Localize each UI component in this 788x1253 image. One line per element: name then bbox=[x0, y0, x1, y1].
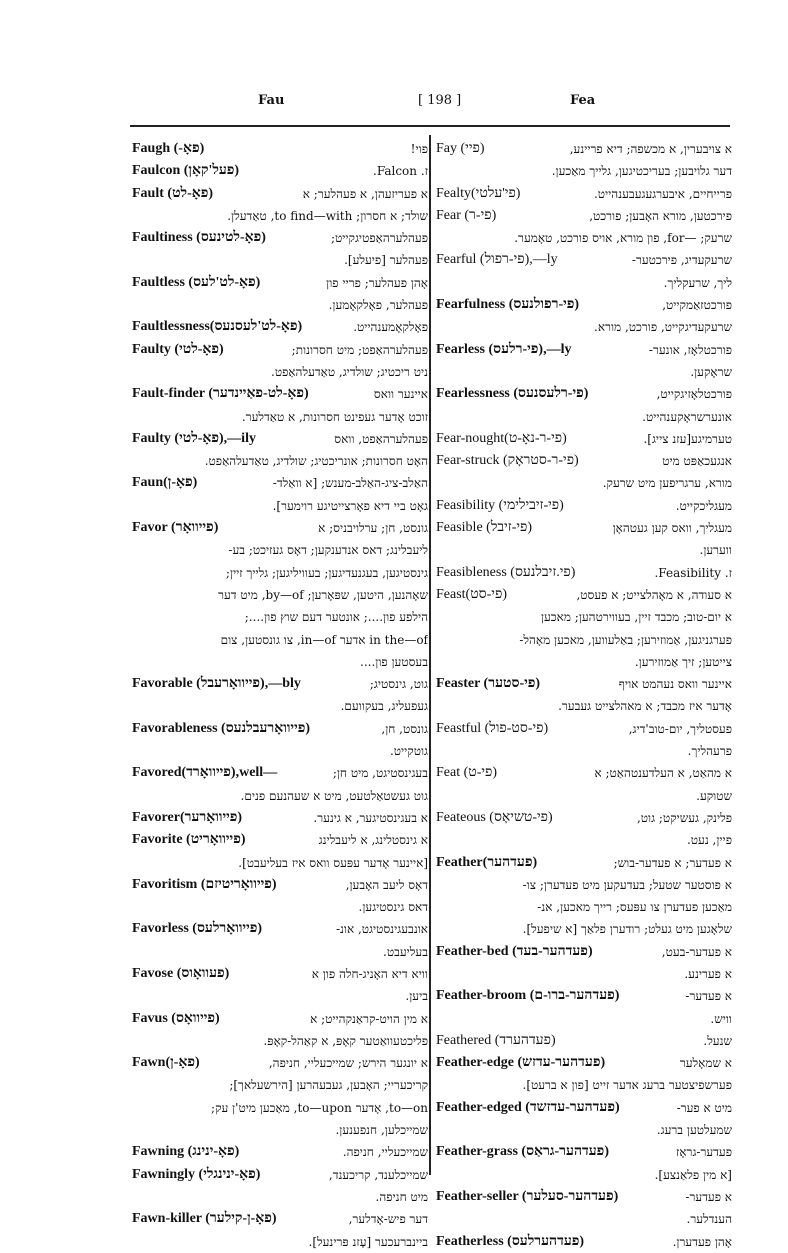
headword: Faultlessness(פאָ-לט'לעסנעס) bbox=[132, 319, 303, 335]
continuation-line bbox=[132, 1030, 428, 1052]
continuation-line bbox=[436, 740, 732, 762]
definition: ז. Falcon. bbox=[373, 164, 428, 179]
definition-continuation: קריכעריי; האָבען, געבעהרען [הירשעלאך]; bbox=[229, 1078, 428, 1093]
definition: שנעל. bbox=[703, 1033, 732, 1048]
definition-continuation: מאַכען פעדערן צו עפּעס; רייך מאכען, אנ- bbox=[537, 900, 732, 915]
definition: פורכטזאַמקייט, bbox=[662, 298, 732, 313]
definition-continuation: אָדער איז מכבד; א מאהלצייט געבער. bbox=[558, 699, 732, 714]
entry-line bbox=[436, 562, 732, 584]
continuation-line bbox=[436, 695, 732, 717]
definition-continuation: הילפע פון....; אונטער דעם שוץ פון....; bbox=[244, 610, 428, 625]
definition-continuation: שראָקען. bbox=[690, 364, 732, 379]
entry-line bbox=[132, 829, 428, 851]
definition-continuation: וויש. bbox=[710, 1011, 732, 1026]
entry-line bbox=[132, 517, 428, 539]
continuation-line bbox=[436, 785, 732, 807]
entry-line bbox=[132, 472, 428, 494]
headword: Feather-grass (פעדהער-גראַס) bbox=[436, 1144, 609, 1160]
headword: Fay (פיי) bbox=[436, 141, 485, 156]
entry-line bbox=[132, 1008, 428, 1030]
definition-continuation: שטוקע. bbox=[696, 788, 732, 803]
entry-line bbox=[436, 1141, 732, 1163]
definition: א מהאַט, א העלדענטהאַט; א bbox=[594, 766, 732, 781]
definition-continuation: שמייכלען, חנפענען. bbox=[335, 1123, 428, 1138]
entry-line bbox=[436, 517, 732, 539]
headword: Fawn(פאָ-ן) bbox=[132, 1055, 200, 1071]
definition: פעהלערהאַפט, וואס bbox=[334, 431, 428, 446]
definition-continuation: בעליעבט. bbox=[383, 944, 428, 959]
continuation-line bbox=[132, 1074, 428, 1096]
entry-line bbox=[132, 1052, 428, 1074]
continuation-line bbox=[436, 539, 732, 561]
headword: Feasible (פי-זיבל) bbox=[436, 520, 533, 536]
entry-line bbox=[132, 1208, 428, 1230]
headword: Fawning (פאָ-ינינג) bbox=[132, 1144, 240, 1160]
headword: Feather(פעדהער) bbox=[436, 854, 538, 870]
headword: Favored(פייוואָרד),well— bbox=[132, 765, 278, 781]
definition-continuation: פעהלער [פיעלע]. bbox=[344, 253, 428, 268]
entry-line bbox=[132, 874, 428, 896]
entry-line bbox=[132, 428, 428, 450]
page-number: [ 198 ] bbox=[418, 93, 462, 108]
entry-line bbox=[132, 138, 428, 160]
continuation-line bbox=[132, 1119, 428, 1141]
entry-line bbox=[436, 852, 732, 874]
headword: Fearless (פי-רלעס),—ly bbox=[436, 341, 572, 357]
headword: Fearfulness (פי-רפולנעס) bbox=[436, 297, 580, 313]
headword: Favus (פייוואָס) bbox=[132, 1010, 220, 1026]
entry-line bbox=[132, 673, 428, 695]
definition: גונסט, חן, bbox=[381, 721, 428, 736]
continuation-line bbox=[436, 629, 732, 651]
entry-line bbox=[132, 963, 428, 985]
continuation-line bbox=[436, 472, 732, 494]
definition-continuation: ווערען. bbox=[699, 543, 732, 558]
continuation-line bbox=[436, 896, 732, 918]
definition: טערמיגע[עזנ צייג]. bbox=[643, 431, 732, 446]
headword: Faulty (פאָ-לטי),—ily bbox=[132, 430, 256, 446]
continuation-line bbox=[132, 294, 428, 316]
headword: Feast(פי-סט) bbox=[436, 586, 507, 602]
definition: איינער וואס bbox=[373, 387, 428, 402]
headword: Faulty (פאָ-לטי) bbox=[132, 341, 224, 357]
continuation-line bbox=[132, 450, 428, 472]
entry-line bbox=[436, 294, 732, 316]
entry-line bbox=[436, 807, 732, 829]
definition-continuation: א יום-טוב; מכבד זיין, בעווירטהען; מאכען bbox=[540, 610, 732, 625]
definition-continuation: ליעבלינג; דאס אנדענקען; דאָס געזיכט; בע- bbox=[228, 543, 428, 558]
continuation-line bbox=[436, 160, 732, 182]
entry-line bbox=[436, 495, 732, 517]
headword: Favoritism (פייוואָריטיזם) bbox=[132, 876, 277, 892]
continuation-line bbox=[436, 963, 732, 985]
entry-line bbox=[436, 138, 732, 160]
definition-continuation: to—on, אָדער to—upon, מאַכען מיט'ן עק; bbox=[211, 1100, 428, 1115]
definition: אונבעגינסטיגט, אונ- bbox=[335, 922, 428, 937]
definition: א בעגינסטיגער, א גינער. bbox=[313, 810, 428, 825]
continuation-line bbox=[132, 985, 428, 1007]
definition: אנגעכאַפּט מיט bbox=[662, 454, 732, 469]
headword: Feather-broom (פעדהער-ברו-ם) bbox=[436, 988, 620, 1004]
continuation-line bbox=[436, 1208, 732, 1230]
definition: פורכטלאָז, אונער- bbox=[648, 342, 732, 357]
headword: Faultless (פאָ-לט'לעס) bbox=[132, 274, 261, 290]
headword: Feaster (פי-סטער) bbox=[436, 676, 541, 692]
definition: פרייחיים, איבערגעגעבענהייט. bbox=[593, 186, 732, 201]
headword: Featherless (פעדהערלעס) bbox=[436, 1233, 585, 1249]
headword: Faultiness (פאָ-לטינעס) bbox=[132, 230, 266, 246]
definition: בעגינסטיגט, מיט חן; bbox=[332, 766, 428, 781]
continuation-line bbox=[436, 829, 732, 851]
continuation-line bbox=[132, 695, 428, 717]
guide-word-left: Fau bbox=[258, 93, 285, 108]
definition: אָהן פעהלער; פריי פון bbox=[326, 275, 428, 290]
definition-continuation: דאס גינסטיגען. bbox=[358, 900, 428, 915]
definition-continuation: זוכט אָדער געפינט חסרונות, א טאַדלער. bbox=[241, 409, 428, 424]
definition: פירכטען, מורא האָבען; פורכט, bbox=[589, 208, 732, 223]
entry-line bbox=[436, 1030, 732, 1052]
entry-line bbox=[436, 673, 732, 695]
entry-line bbox=[132, 1164, 428, 1186]
definition-continuation: האָט חסרונות; אונריכטיג; שולדיג, טאַדעלהאַפט. bbox=[204, 454, 428, 469]
guide-word-right: Fea bbox=[570, 93, 596, 108]
headword: Favorless (פייוואָרלעס) bbox=[132, 921, 263, 937]
headword: Favor (פייוואָר) bbox=[132, 520, 219, 536]
headword: Fawningly (פאָ-ינינגלי) bbox=[132, 1166, 261, 1182]
entry-line bbox=[436, 985, 732, 1007]
continuation-line bbox=[436, 918, 732, 940]
headword: Fear (פי-ר) bbox=[436, 207, 497, 223]
entry-line bbox=[436, 205, 732, 227]
definition-continuation: שולד; א חסרון; to find—with, טאַדעלן. bbox=[227, 208, 428, 223]
headword: Feastful (פי-סט-פול) bbox=[436, 720, 549, 736]
definition-continuation: אונערשראָקענהייט. bbox=[642, 409, 732, 424]
entry-line bbox=[132, 1141, 428, 1163]
continuation-line bbox=[132, 539, 428, 561]
headword: Faulcon (פעל'קאָן) bbox=[132, 163, 240, 179]
running-header bbox=[130, 93, 730, 113]
continuation-line bbox=[132, 249, 428, 271]
entry-line bbox=[132, 807, 428, 829]
definition: האַלב-ציג-האַלב-מענש; [א וואַלד- bbox=[272, 476, 428, 491]
entry-line bbox=[436, 941, 732, 963]
definition-continuation: הענדלער. bbox=[686, 1212, 732, 1227]
headword: Feather-seller (פעדהער-סעלער) bbox=[436, 1188, 619, 1204]
continuation-line bbox=[436, 272, 732, 294]
definition: א פעדער; א פעדער-בוש; bbox=[613, 855, 732, 870]
entry-line bbox=[436, 339, 732, 361]
definition: א סעודה, א מאָהלצייט; א פעסט, bbox=[576, 587, 732, 602]
definition: שמייכעליי, חניפה. bbox=[342, 1145, 428, 1160]
entry-line bbox=[132, 918, 428, 940]
entry-line bbox=[132, 383, 428, 405]
entry-line bbox=[132, 183, 428, 205]
entry-line bbox=[436, 718, 732, 740]
continuation-line bbox=[436, 1164, 732, 1186]
definition-continuation: גינסטיגען, בעגנעדיגען; בעוויליגען; גלייך זיין; bbox=[225, 565, 428, 580]
entry-line bbox=[132, 227, 428, 249]
definition-continuation: פעהלער, פאָלקאָמען. bbox=[328, 298, 428, 313]
continuation-line bbox=[436, 651, 732, 673]
continuation-line bbox=[132, 606, 428, 628]
entry-line bbox=[436, 762, 732, 784]
continuation-line bbox=[132, 495, 428, 517]
headword: Favorite (פייוואָריט) bbox=[132, 832, 246, 848]
definition: א גינסטלינג, א ליעבלינג bbox=[318, 833, 428, 848]
definition: דער פיש-אָדלער, bbox=[348, 1212, 428, 1227]
definition-continuation: פיין, נעט. bbox=[686, 833, 732, 848]
headword: Fault-finder (פאָ-לט-פאַיינדער) bbox=[132, 386, 309, 402]
headword: Faun(פאָ-ן) bbox=[132, 475, 198, 491]
continuation-line bbox=[132, 651, 428, 673]
headword: Feather-edge (פעדהער-עדזש) bbox=[436, 1055, 606, 1071]
entry-line bbox=[436, 584, 732, 606]
definition-continuation: פערשפיצטער ברעג אדער זייט [פון א ברעט]. bbox=[522, 1078, 732, 1093]
continuation-line bbox=[436, 1119, 732, 1141]
definition: פעהלערהאַפטיגקייט; bbox=[330, 231, 428, 246]
headword: Fault (פאָ-לט) bbox=[132, 185, 214, 201]
definition: מעגליך, וואס קען געטהאָן bbox=[612, 521, 732, 536]
continuation-line bbox=[132, 361, 428, 383]
definition: וויא דיא האָניג-חלה פון א bbox=[311, 966, 428, 981]
left-column bbox=[132, 138, 428, 1253]
entry-line bbox=[436, 183, 732, 205]
definition: א יונגער הירש; שמייכעליי, חניפה, bbox=[268, 1056, 428, 1071]
headword: Fearful (פי-רפול),—ly bbox=[436, 252, 558, 268]
headword: Faugh (-פאָ) bbox=[132, 141, 205, 156]
definition-continuation: דער גלויבען; בעריכטיגען, גלייך מאַכען. bbox=[551, 164, 732, 179]
definition: גונסט, חן; ערלויבניס; א bbox=[318, 521, 428, 536]
definition: א שמאָלער bbox=[679, 1056, 732, 1071]
entry-line bbox=[436, 1097, 732, 1119]
continuation-line bbox=[132, 205, 428, 227]
headword: Feathered (פעדהערד) bbox=[436, 1032, 556, 1048]
definition-continuation: שאָהנען, היטען, שפּאָרען; by—of, מיט דער bbox=[218, 587, 428, 602]
definition: א מין הויט-קראַנקהייט; א bbox=[310, 1011, 428, 1026]
continuation-line bbox=[132, 896, 428, 918]
definition-continuation: שמעלטען ברעג. bbox=[656, 1123, 732, 1138]
definition-continuation: פערגניגען, אַמוזירען; באַלעווען, מאכען מאָהל- bbox=[519, 632, 732, 647]
definition-continuation: שלאָגען מיט געלט; רודערן פלאַך [א שיפעל]. bbox=[522, 922, 732, 937]
headword: Feat (פי-ט) bbox=[436, 765, 498, 781]
entry-line bbox=[436, 383, 732, 405]
continuation-line bbox=[436, 227, 732, 249]
entry-line bbox=[132, 339, 428, 361]
continuation-line bbox=[132, 406, 428, 428]
definition: פעהלערהאַפט; מיט חסרונות; bbox=[291, 342, 428, 357]
definition-continuation: ניט ריכטיג; שולדיג, טאַדעלהאַפט. bbox=[271, 364, 428, 379]
continuation-line bbox=[132, 941, 428, 963]
definition-continuation: א פוסטער שטעל; בעדעקען מיט פעדערן; צו- bbox=[522, 877, 732, 892]
headword: Favorer(פייוואָרער) bbox=[132, 809, 243, 825]
definition-continuation: גוטקייט. bbox=[389, 744, 428, 759]
definition-continuation: בעסטען פון.... bbox=[360, 654, 428, 669]
headword: Favose (פעוואָוס) bbox=[132, 965, 230, 981]
definition: א צויבערין, א מכשפה; דיא פריינע, bbox=[569, 142, 732, 156]
headword: Feather-edged (פעדהער-עדזשד) bbox=[436, 1099, 620, 1115]
definition: פעסטליך, יום-טוב'דיג, bbox=[628, 721, 732, 736]
continuation-line bbox=[132, 1097, 428, 1119]
definition-continuation: פרעהליך. bbox=[687, 744, 732, 759]
headword: Fear-nought(פי-ר-נאָ-ט) bbox=[436, 430, 567, 446]
headword: Favorableness (פייוואָרעבלנעס) bbox=[132, 720, 311, 736]
continuation-line bbox=[132, 584, 428, 606]
continuation-line bbox=[132, 740, 428, 762]
definition-continuation: in the—of אדער in—of, צו גונסטען, צום bbox=[220, 632, 428, 647]
definition-continuation: פליכטעוואַטער קאָפּ, א קאַהל-קאָפּ. bbox=[263, 1033, 428, 1048]
definition-continuation: גאָט ביי דיא פאָרצייטיגע רוימער]. bbox=[272, 498, 428, 513]
continuation-line bbox=[436, 1008, 732, 1030]
continuation-line bbox=[436, 1074, 732, 1096]
definition: שרעקעדיג, פירכטער- bbox=[631, 253, 732, 268]
entry-line bbox=[436, 1186, 732, 1208]
continuation-line bbox=[132, 562, 428, 584]
definition: פלינק, געשיקט; גוט, bbox=[636, 810, 732, 825]
continuation-line bbox=[132, 852, 428, 874]
headword: Feasibility (פי-זיבילימי) bbox=[436, 497, 564, 513]
headword: Fear-struck (פי-ר-סטראָק) bbox=[436, 453, 579, 469]
definition: שמייכלענד, קריכענד, bbox=[328, 1167, 428, 1182]
definition: א פעדער- bbox=[685, 989, 732, 1004]
headword: Favorable (פייוואָרעבל),—bly bbox=[132, 676, 301, 692]
definition-continuation: [א מין פלאַנצע]. bbox=[654, 1167, 732, 1182]
definition-continuation: ביינברעכער [עָזנ פּרינעל]. bbox=[308, 1234, 428, 1249]
definition: פורכטלאָזיגקייט, bbox=[656, 387, 732, 402]
definition-continuation: מיט חניפה. bbox=[375, 1189, 428, 1204]
headword: Feather-bed (פעדהער-בעד) bbox=[436, 943, 593, 959]
definition-continuation: מורא, ערגריפען מיט שרעק. bbox=[602, 476, 732, 491]
definition: פאָלקאָמענהייט. bbox=[353, 320, 428, 335]
entry-line bbox=[132, 272, 428, 294]
continuation-line bbox=[436, 606, 732, 628]
definition: אָהן פעדערן. bbox=[672, 1234, 732, 1249]
definition-continuation: געפעליג, בעקוועם. bbox=[340, 699, 428, 714]
entry-line bbox=[436, 428, 732, 450]
definition-continuation: ביען. bbox=[405, 989, 428, 1004]
header-rule bbox=[130, 125, 730, 127]
entry-line bbox=[436, 1052, 732, 1074]
entry-line bbox=[132, 160, 428, 182]
definition: גוט, גינסטיג; bbox=[369, 677, 428, 692]
continuation-line bbox=[436, 361, 732, 383]
headword: Feateous (פי-טשיאָס) bbox=[436, 809, 553, 825]
definition-continuation: שרעקעדיגקייט, פורכט, מורא. bbox=[594, 320, 732, 335]
definition: דאָס ליעב האָבען, bbox=[345, 877, 428, 892]
definition-continuation: צייטען; זיך אַמוזירען. bbox=[634, 654, 732, 669]
definition-continuation: ליך, שרעקליך. bbox=[663, 275, 732, 290]
headword: Fawn-killer (פאָ-ן-קילער) bbox=[132, 1211, 277, 1227]
definition: מיט א פער- bbox=[676, 1100, 732, 1115]
continuation-line bbox=[132, 1186, 428, 1208]
continuation-line bbox=[436, 406, 732, 428]
headword: Fearlessness (פי-רלעסנעס) bbox=[436, 386, 589, 402]
definition-continuation: א פערינע. bbox=[684, 966, 732, 981]
headword: Fealty(פי'עלטי) bbox=[436, 185, 521, 201]
entry-line bbox=[132, 316, 428, 338]
entry-line bbox=[132, 762, 428, 784]
definition-continuation: [איינער אָדער עפּעס וואס איז בעליעבט]. bbox=[238, 855, 428, 870]
continuation-line bbox=[436, 316, 732, 338]
definition: א פעריזעהן, א פעהלער; א bbox=[302, 186, 428, 201]
continuation-line bbox=[132, 785, 428, 807]
definition-continuation: שרעק; —for, פון מורא, אויס פורכט, טאָמער. bbox=[514, 231, 732, 246]
definition: א פעדער- bbox=[685, 1189, 732, 1204]
definition: מעגליכקייט. bbox=[675, 498, 732, 513]
definition-continuation: גוט געשטאַלטעט, מיט א שעהנעם פנים. bbox=[240, 788, 428, 803]
continuation-line bbox=[436, 874, 732, 896]
headword: Feasibleness (פי.זיבלנעס) bbox=[436, 564, 576, 580]
column-divider bbox=[429, 135, 431, 1175]
definition: א פעדער-בעט, bbox=[661, 944, 732, 959]
entry-line bbox=[132, 718, 428, 740]
entry-line bbox=[436, 249, 732, 271]
definition: פוי! bbox=[410, 142, 428, 156]
definition: איינער וואס נעהמט אויף bbox=[618, 677, 732, 692]
definition: ז. Feasibility. bbox=[654, 565, 732, 580]
entry-line bbox=[436, 450, 732, 472]
definition: פעדער-גראָז bbox=[676, 1145, 732, 1160]
continuation-line bbox=[132, 629, 428, 651]
right-column bbox=[436, 138, 732, 1253]
